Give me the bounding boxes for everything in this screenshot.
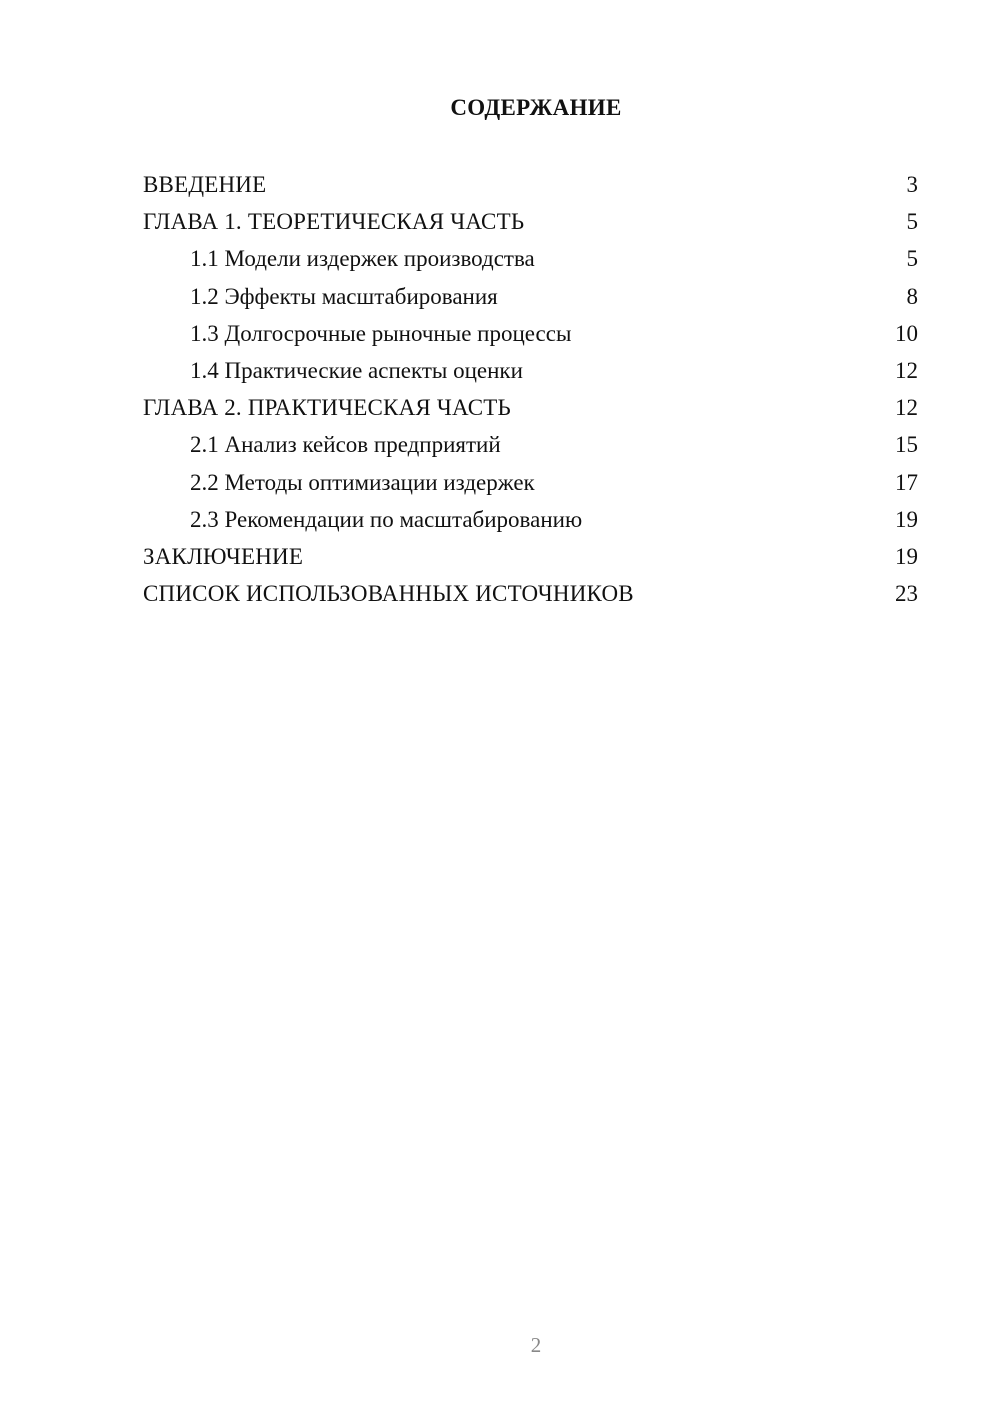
- toc-entry-section-1-4[interactable]: [143, 352, 918, 389]
- toc-entry-chapter-1[interactable]: [143, 203, 918, 240]
- table-of-contents: [143, 166, 918, 612]
- toc-entry-section-2-1[interactable]: [143, 426, 918, 463]
- toc-entry-label: 2.1 Анализ кейсов предприятий: [190, 432, 501, 458]
- toc-entry-label: СПИСОК ИСПОЛЬЗОВАННЫХ ИСТОЧНИКОВ: [143, 581, 634, 607]
- toc-entry-references[interactable]: [143, 575, 918, 612]
- toc-entry-section-1-1[interactable]: [143, 240, 918, 277]
- toc-entry-chapter-2[interactable]: [143, 389, 918, 426]
- toc-entry-section-1-3[interactable]: [143, 315, 918, 352]
- toc-entry-page: 15: [895, 432, 918, 458]
- toc-entry-page: 10: [895, 320, 918, 346]
- toc-entry-page: 12: [895, 357, 918, 383]
- toc-entry-section-2-3[interactable]: [143, 501, 918, 538]
- toc-entry-label: 1.4 Практические аспекты оценки: [190, 357, 523, 383]
- toc-entry-page: 12: [895, 395, 918, 421]
- toc-entry-page: 5: [906, 246, 918, 272]
- toc-entry-label: ГЛАВА 1. ТЕОРЕТИЧЕСКАЯ ЧАСТЬ: [143, 209, 525, 235]
- toc-entry-page: 19: [895, 543, 918, 569]
- toc-entry-label: 1.1 Модели издержек производства: [190, 246, 535, 272]
- toc-entry-page: 8: [906, 283, 918, 309]
- toc-entry-page: 23: [895, 581, 918, 607]
- toc-entry-section-1-2[interactable]: [143, 278, 918, 315]
- toc-title: СОДЕРЖАНИЕ: [450, 95, 622, 120]
- toc-entry-page: 5: [906, 209, 918, 235]
- toc-entry-page: 19: [895, 506, 918, 532]
- toc-entry-label: ВВЕДЕНИЕ: [143, 172, 267, 197]
- toc-entry-label: 2.2 Методы оптимизации издержек: [190, 469, 535, 495]
- page-number: 2: [530, 1333, 542, 1357]
- toc-entry-label: 1.2 Эффекты масштабирования: [190, 283, 498, 309]
- toc-entry-label: 1.3 Долгосрочные рыночные процессы: [190, 320, 572, 346]
- toc-entry-introduction[interactable]: [143, 166, 918, 203]
- toc-entry-section-2-2[interactable]: [143, 464, 918, 501]
- toc-entry-label: ЗАКЛЮЧЕНИЕ: [143, 543, 304, 569]
- toc-entry-label: ГЛАВА 2. ПРАКТИЧЕСКАЯ ЧАСТЬ: [143, 395, 511, 421]
- toc-entry-page: 17: [895, 469, 918, 495]
- toc-entry-conclusion[interactable]: [143, 538, 918, 575]
- toc-entry-page: 3: [906, 172, 918, 197]
- toc-entry-label: 2.3 Рекомендации по масштабированию: [190, 506, 583, 532]
